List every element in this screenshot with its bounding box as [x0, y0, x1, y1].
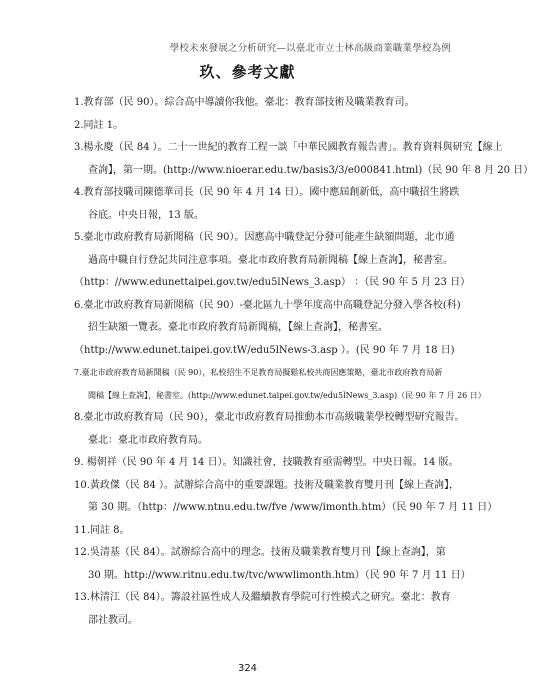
reference-item — [74, 452, 459, 475]
reference-text: 1.教育部（民 90）。綜合高中導讀你我他。臺北：教育部技術及職業教育司。 — [74, 97, 415, 108]
reference-item — [74, 362, 486, 407]
reference-list — [74, 92, 533, 632]
reference-text: 3.楊永慶（民 84 ）。二十一世紀的教育工程一談「中華民國教育報告書」。教育資料與研究【線上 — [74, 142, 503, 153]
reference-continuation: 聞稿【線上查詢】，秘書室。(http://www.edunet.taipei.gov.tw/edu5lNews_3.asp)（民 90 年 7 月 26 日） — [88, 390, 486, 400]
reference-continuation: 查詢】，第一期。(http://www.nioerar.edu.tw/basis3/3/e000841.html)（民 90 年 8 月 20 日） — [88, 164, 533, 176]
reference-item — [74, 340, 454, 363]
reference-item — [74, 182, 460, 227]
section-title: 玖、參考文獻 — [199, 63, 296, 81]
reference-text: 4.教育部技職司陳德華司長（民 90 年 4 月 14 日）。國中應屆創新低，高中職招生將跌 — [74, 187, 460, 198]
reference-text: 12.吳清基（民 84）。試辦綜合高中的理念。技術及職業教育雙月刊【線上查詢】，第 — [74, 547, 446, 558]
reference-item — [74, 587, 454, 632]
reference-item — [74, 272, 471, 295]
reference-text: 6.臺北市政府教育局新聞稿（民 90）-臺北區九十學年度高中高職登記分發入學各校(科) — [74, 299, 461, 311]
reference-text: 13.林清江（民 84）。籌設社區性成人及繼續教育學院可行性模式之研究。臺北：教育 — [74, 592, 451, 603]
reference-text: （http://www.edunet.taipei.gov.tW/edu5lNews-3.asp ）。(民 90 年 7 月 18 日) — [74, 344, 455, 356]
reference-text: 10.黃政傑（民 84 ）。試辦綜合高中的重要課題。技術及職業教育雙月刊【線上查詢】， — [74, 479, 459, 491]
reference-continuation: 部社教司。 — [88, 614, 138, 626]
reference-text: 9. 楊朝祥（民 90 年 4 月 14 日）。知識社會，技職教育亟需轉型。中央日報。14 版。 — [74, 457, 459, 468]
reference-continuation: 招生缺額一覽表。臺北市政府教育局新聞稿，【線上查詢】，秘書室。 — [88, 322, 388, 333]
reference-item — [74, 542, 471, 587]
reference-item — [74, 227, 454, 272]
page-number: 324 — [237, 663, 258, 674]
reference-continuation: 30 期。http://www.ritnu.edu.tw/tvc/wwwlimonth.htm）（民 90 年 7 月 11 日） — [88, 569, 471, 581]
reference-continuation: 過高中職自行登記共同注意事項。臺北市政府教育局新聞稿【線上查詢】，秘書室。 — [88, 254, 453, 266]
running-header: 學校未來發展之分析研究—以臺北市立士林高級商業職業學校為例 — [169, 43, 451, 54]
reference-text: 8.臺北市政府教育局（民 90），臺北市政府教育局推動本市高級職業學校轉型研究報告。 — [74, 412, 465, 423]
reference-item — [74, 92, 454, 115]
reference-text: 5.臺北市政府教育局新聞稿（民 90）。因應高中職登記分發可能產生缺額問題，北市通 — [74, 232, 455, 243]
reference-item — [74, 115, 454, 138]
reference-text: 2.同註 1。 — [74, 119, 124, 131]
reference-item — [74, 520, 454, 543]
reference-text: 11.同註 8。 — [74, 524, 130, 536]
reference-item — [74, 295, 461, 340]
reference-continuation: 第 30 期。（http：//www.ntnu.edu.tw/fve /www/imonth.htm）（民 90 年 7 月 11 日） — [88, 502, 498, 513]
reference-item — [74, 137, 533, 182]
reference-item — [74, 475, 498, 520]
reference-item — [74, 407, 465, 452]
reference-text: 7.臺北市政府教育局新聞稿（民 90），私校招生不足教育局擬鬆私校共商因應策略，臺北市政府教育局新 — [74, 368, 443, 377]
reference-continuation: 谷底。中央日報，13 版。 — [88, 209, 204, 221]
reference-continuation: 臺北：臺北市政府教育局。 — [88, 434, 208, 446]
reference-text: （http：//www.edunettaipei.gov.tw/edu5lNews_3.asp） ：（民 90 年 5 月 23 日） — [74, 277, 471, 288]
